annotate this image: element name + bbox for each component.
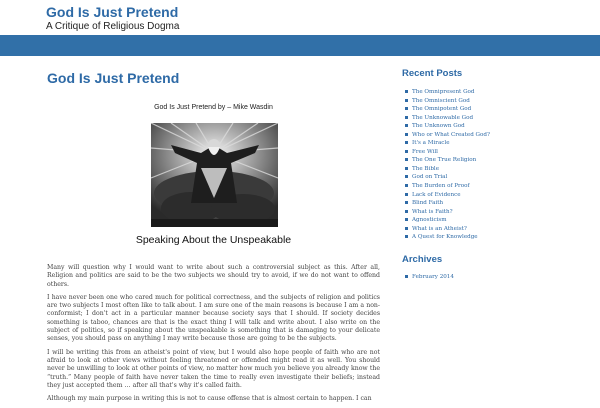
recent-post-item[interactable]: [405, 156, 490, 165]
bullet-icon: [405, 201, 408, 204]
post-byline: God Is Just Pretend by – Mike Wasdin: [154, 104, 273, 111]
recent-post-item[interactable]: [405, 148, 490, 157]
recent-post-link[interactable]: What is Faith?: [412, 208, 453, 215]
site-tagline: A Critique of Religious Dogma: [46, 21, 180, 32]
god-illustration-image: [151, 123, 278, 227]
recent-post-item[interactable]: [405, 131, 490, 140]
post-paragraph: I have never been one who cared much for political correctness, and the subjects of religion and politics are two subjects I most often like to talk about. I am sure one of the main reasons is because I am a non-conformist; I don't act in a particular manner because society says that I should. If society decides something is taboo, chances are that is the exact thing I will talk and write about. I also write on the subject of politics, so if speaking about the unspeakable is something that is damaging to your delicate senses, you should pass on anything I may write because those are going to be the subjects.: [47, 293, 380, 343]
post-body: [47, 264, 380, 408]
recent-post-link[interactable]: Free Will: [412, 148, 438, 155]
recent-post-link[interactable]: Who or What Created God?: [412, 131, 490, 138]
bullet-icon: [405, 167, 408, 170]
post-paragraph: Many will question why I would want to write about such a controversial subject as this. After all, Religion and politics are said to be the two subjects we should try to avoid, if we do not want to offend others.: [47, 264, 380, 288]
bullet-icon: [405, 158, 408, 161]
bullet-icon: [405, 175, 408, 178]
bullet-icon: [405, 193, 408, 196]
bullet-icon: [405, 90, 408, 93]
bullet-icon: [405, 150, 408, 153]
archive-item[interactable]: [405, 273, 454, 282]
archives-heading: Archives: [402, 254, 443, 265]
recent-post-item[interactable]: [405, 173, 490, 182]
bullet-icon: [405, 133, 408, 136]
bullet-icon: [405, 235, 408, 238]
recent-post-item[interactable]: [405, 216, 490, 225]
bullet-icon: [405, 275, 408, 278]
bullet-icon: [405, 141, 408, 144]
post-paragraph: Although my main purpose in writing this is not to cause offense that is almost certain to happen. I can: [47, 395, 372, 403]
recent-posts-list: [405, 88, 490, 242]
recent-post-link[interactable]: What is an Atheist?: [412, 225, 467, 232]
bullet-icon: [405, 99, 408, 102]
recent-post-link[interactable]: The Bible: [412, 165, 440, 172]
recent-post-link[interactable]: The Omniscient God: [412, 97, 470, 104]
navigation-bar: [0, 35, 600, 56]
archive-link[interactable]: February 2014: [412, 274, 454, 280]
bullet-icon: [405, 227, 408, 230]
bullet-icon: [405, 124, 408, 127]
bullet-icon: [405, 107, 408, 110]
recent-post-link[interactable]: The Burden of Proof: [412, 183, 470, 190]
recent-post-item[interactable]: [405, 199, 490, 208]
recent-post-item[interactable]: [405, 105, 490, 114]
recent-post-link[interactable]: Agnosticism: [412, 217, 447, 224]
recent-post-link[interactable]: The Omnipresent God: [412, 89, 475, 95]
recent-post-item[interactable]: [405, 97, 490, 106]
recent-post-link[interactable]: The One True Religion: [412, 157, 477, 164]
recent-posts-heading: Recent Posts: [402, 68, 463, 79]
bullet-icon: [405, 184, 408, 187]
recent-post-item[interactable]: [405, 233, 490, 242]
recent-post-link[interactable]: Blind Faith: [412, 200, 444, 207]
recent-post-item[interactable]: [405, 165, 490, 174]
recent-post-link[interactable]: The Unknown God: [412, 123, 465, 130]
recent-post-link[interactable]: Lack of Evidence: [412, 191, 461, 198]
recent-post-item[interactable]: [405, 114, 490, 123]
recent-post-item[interactable]: [405, 139, 490, 148]
recent-post-link[interactable]: The Unknowable God: [412, 114, 474, 121]
bullet-icon: [405, 218, 408, 221]
recent-post-item[interactable]: [405, 182, 490, 191]
recent-post-item[interactable]: [405, 191, 490, 200]
bullet-icon: [405, 210, 408, 213]
recent-post-link[interactable]: A Quest for Knowledge: [412, 234, 478, 241]
archives-list: [405, 273, 454, 282]
bullet-icon: [405, 116, 408, 119]
recent-post-item[interactable]: [405, 88, 490, 97]
recent-post-link[interactable]: God on Trial: [412, 174, 448, 181]
recent-post-item[interactable]: [405, 122, 490, 131]
post-subheading: Speaking About the Unspeakable: [135, 234, 292, 246]
post-title[interactable]: God Is Just Pretend: [47, 70, 180, 86]
recent-post-link[interactable]: The Omnipotent God: [412, 106, 472, 113]
site-title[interactable]: God Is Just Pretend: [46, 4, 179, 20]
recent-post-link[interactable]: It's a Miracle: [412, 140, 450, 147]
post-paragraph: I will be writing this from an atheist's point of view, but I would also hope people of faith who are not afraid to look at other views without feeling threatened or offended might read it as well. You should never be unwilling to look at other points of view, no matter how much you believe you already know the “truth.” Many people of faith have never taken the time to really even investigate their beliefs; instead they just accepted them … after all that's why it's called faith.: [47, 348, 380, 389]
recent-post-item[interactable]: [405, 208, 490, 217]
recent-post-item[interactable]: [405, 225, 490, 234]
